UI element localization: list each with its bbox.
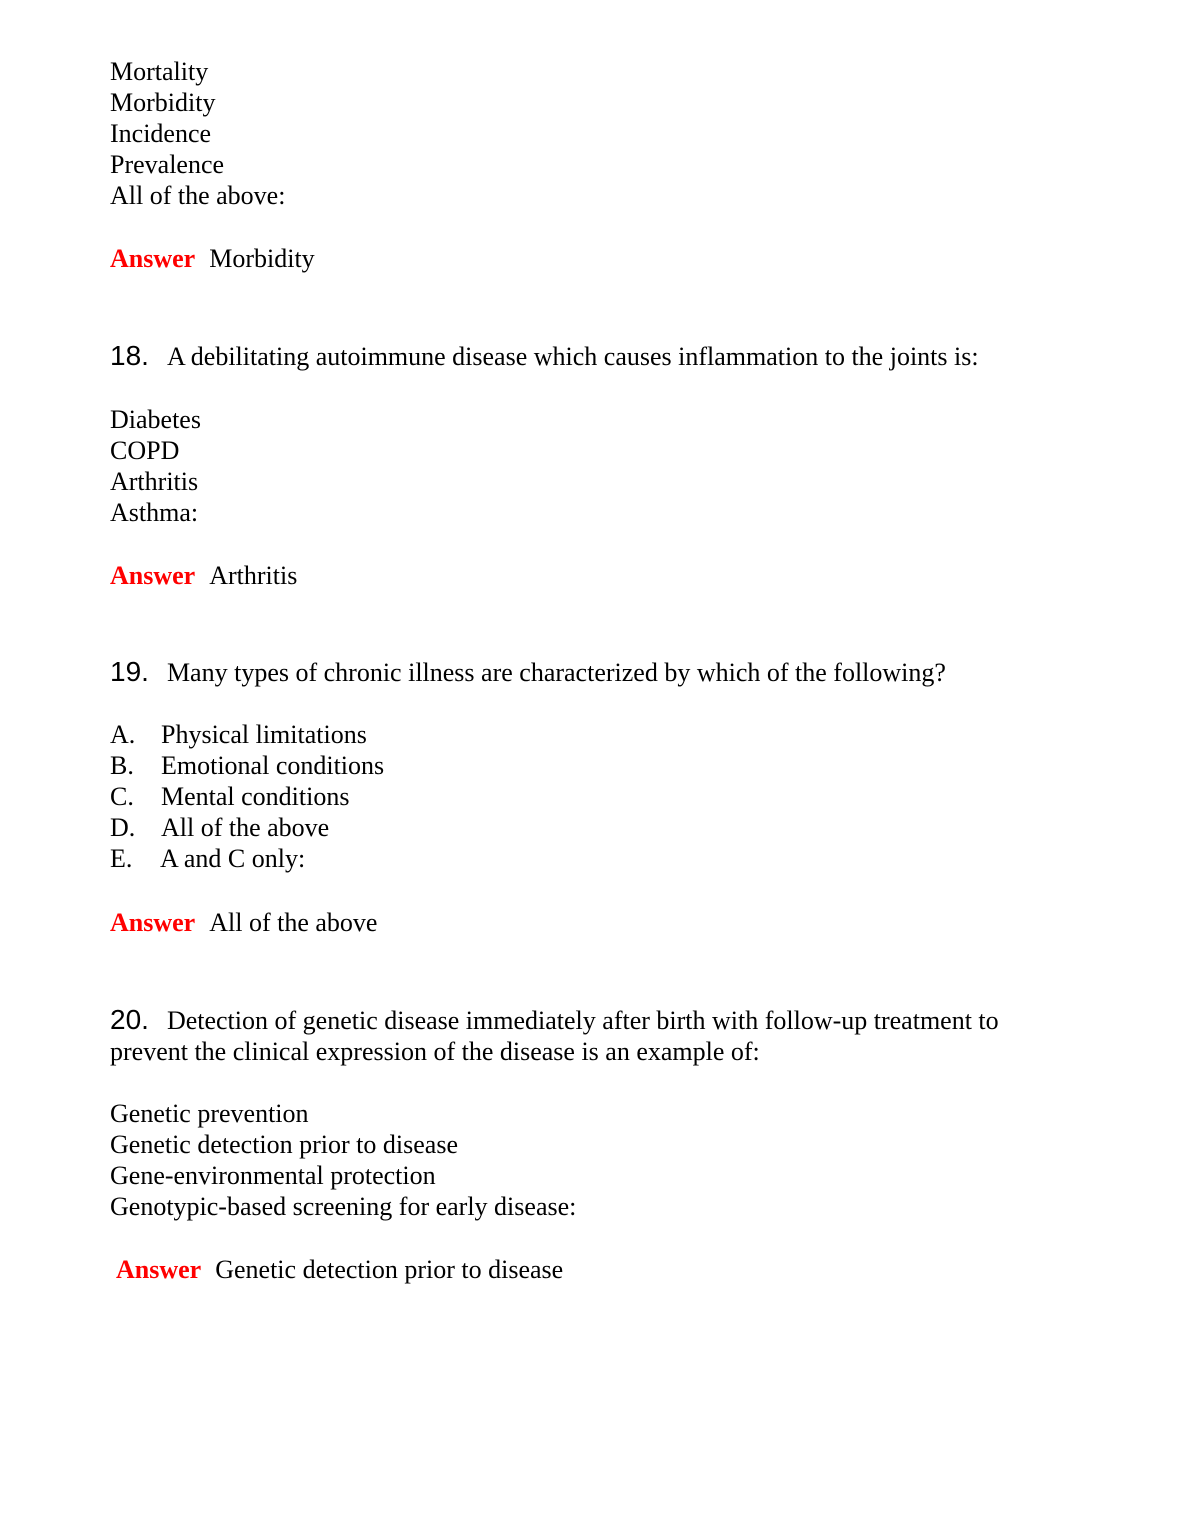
q18-option: Asthma: — [110, 498, 199, 527]
answer-value: Genetic detection prior to disease — [215, 1255, 564, 1284]
q20-option: Genetic detection prior to disease — [110, 1130, 458, 1159]
q20-option: Gene-environmental protection — [110, 1161, 436, 1190]
q17-option: Morbidity — [110, 88, 216, 117]
q17-options — [110, 56, 1070, 211]
answer-label: Answer — [110, 908, 196, 937]
question-number: 20. — [110, 1004, 149, 1035]
option-letter: A. — [110, 720, 136, 749]
option-letter: C. — [110, 782, 134, 811]
question-text: Detection of genetic disease immediately after birth with follow-up treatment to prevent the clinical expression of the disease is an example of: — [110, 1006, 999, 1066]
q18-option: COPD — [110, 436, 180, 465]
question-text: Many types of chronic illness are characterized by which of the following? — [166, 658, 946, 687]
q19-option — [110, 781, 1070, 812]
q19-option — [110, 719, 1070, 750]
q18-question — [110, 340, 1070, 372]
answer-label: Answer — [116, 1255, 202, 1284]
q20-option: Genetic prevention — [110, 1099, 309, 1128]
question-number: 18. — [110, 340, 149, 371]
q18-option: Diabetes — [110, 405, 201, 434]
q19-option — [110, 843, 1070, 874]
option-letter: B. — [110, 751, 134, 780]
option-letter: D. — [110, 813, 136, 842]
answer-value: Morbidity — [209, 244, 315, 273]
q17-option: Prevalence — [110, 150, 225, 179]
q20-answer — [116, 1254, 1076, 1285]
question-number: 19. — [110, 656, 149, 687]
q17-option: Mortality — [110, 57, 209, 86]
answer-label: Answer — [110, 244, 196, 273]
q19-option — [110, 812, 1070, 843]
option-text: Mental conditions — [161, 782, 350, 811]
answer-label: Answer — [110, 561, 196, 590]
q18-answer — [110, 560, 1070, 591]
option-text: A and C only: — [160, 844, 306, 873]
q17-answer — [110, 243, 1070, 274]
answer-value: Arthritis — [209, 561, 298, 590]
q19-option — [110, 750, 1070, 781]
q20-options — [110, 1098, 1070, 1222]
q19-answer — [110, 907, 1070, 938]
q19-question — [110, 656, 1070, 688]
option-letter: E. — [110, 844, 133, 873]
q18-option: Arthritis — [110, 467, 199, 496]
question-text: A debilitating autoimmune disease which causes inflammation to the joints is: — [166, 342, 979, 371]
q17-option: Incidence — [110, 119, 212, 148]
option-text: Emotional conditions — [161, 751, 385, 780]
q18-options — [110, 404, 1070, 528]
q17-option: All of the above: — [110, 181, 286, 210]
answer-value: All of the above — [209, 908, 378, 937]
option-text: Physical limitations — [161, 720, 367, 749]
q20-option: Genotypic-based screening for early disease: — [110, 1192, 577, 1221]
q19-options — [110, 719, 1070, 874]
q20-question — [110, 1004, 1050, 1067]
option-text: All of the above — [161, 813, 330, 842]
